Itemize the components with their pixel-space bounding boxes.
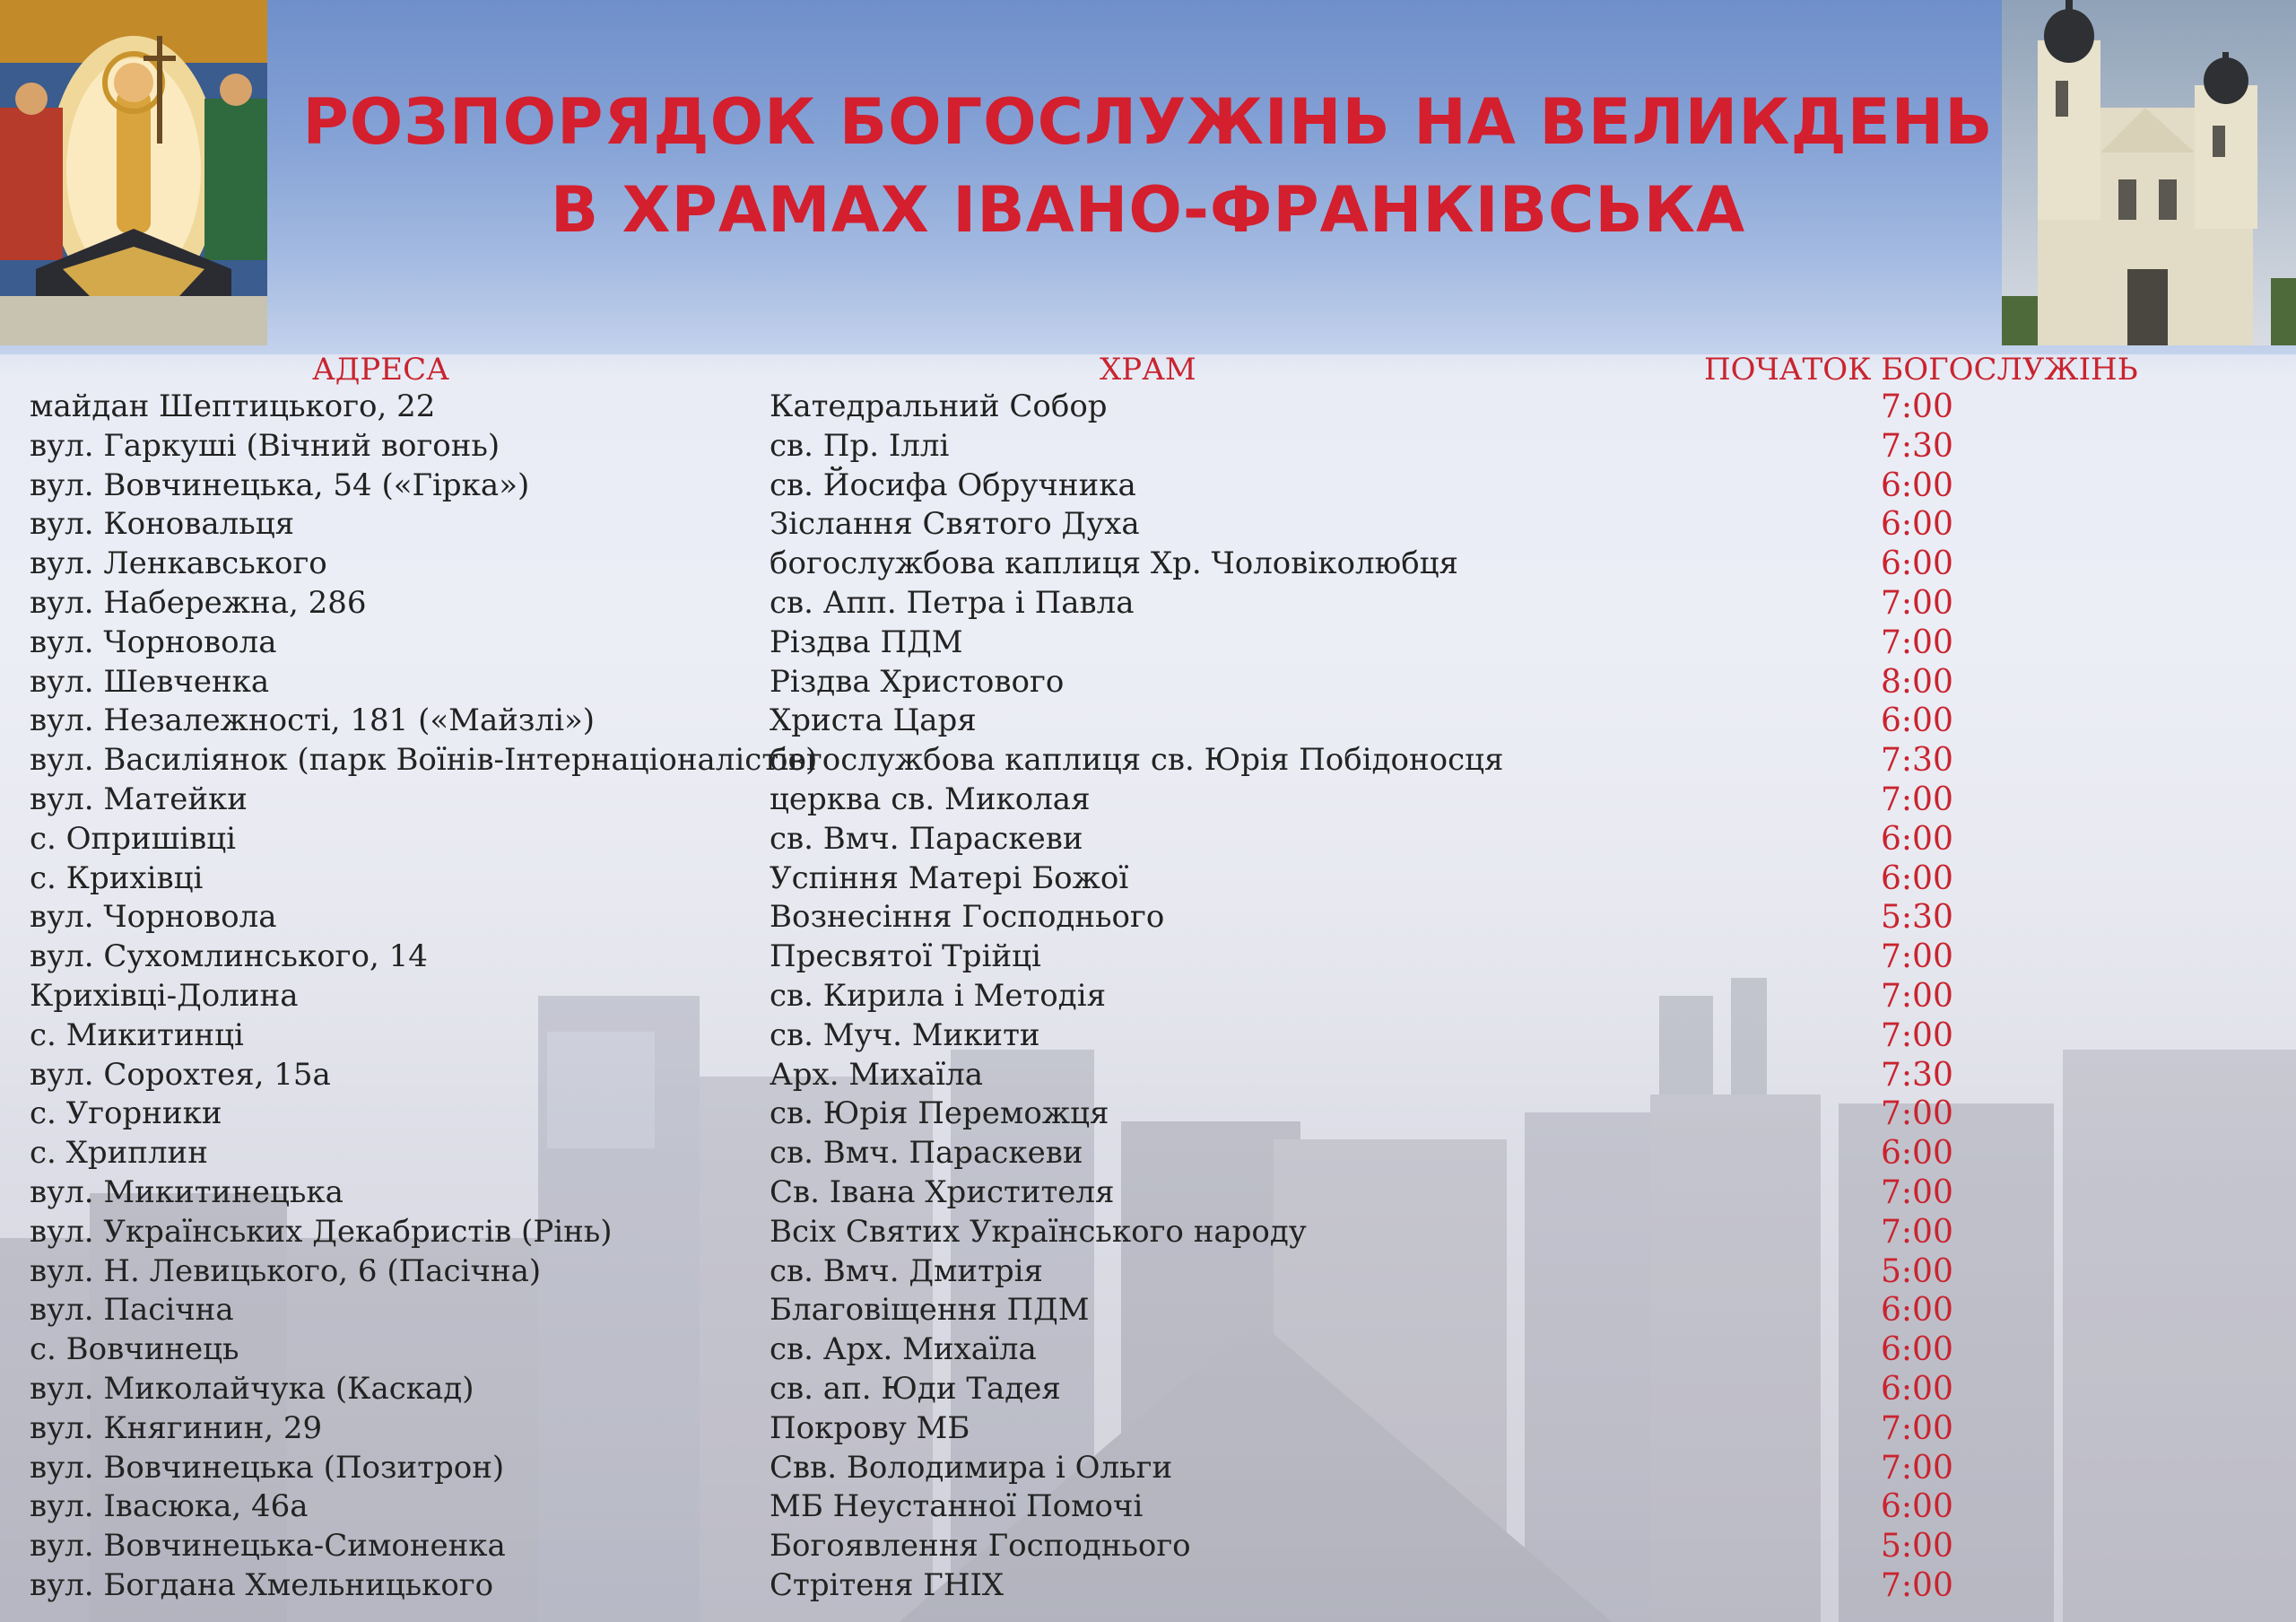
address-cell: вул. Сорохтея, 15а (30, 1056, 331, 1093)
address-cell: Крихівці-Долина (30, 977, 299, 1014)
address-cell: вул. Миколайчука (Каскад) (30, 1370, 474, 1407)
address-cell: вул. Чорновола (30, 899, 277, 936)
time-cell: 7:00 (1881, 624, 1953, 661)
temple-cell: св. Йосифа Обручника (770, 467, 1136, 503)
address-cell: вул. Вовчинецька, 54 («Гірка») (30, 467, 530, 503)
table-row (0, 545, 2296, 584)
table-row (0, 584, 2296, 624)
time-cell: 7:00 (1881, 938, 1953, 976)
time-cell: 6:00 (1881, 702, 1953, 740)
time-cell: 7:00 (1881, 1173, 1953, 1211)
time-cell: 6:00 (1881, 506, 1953, 544)
time-cell: 6:00 (1881, 859, 1953, 897)
temple-cell: Св. Івана Христителя (770, 1173, 1115, 1210)
table-row (0, 1566, 2296, 1606)
address-cell: вул. Вовчинецька (Позитрон) (30, 1449, 505, 1486)
time-cell: 7:00 (1881, 388, 1953, 425)
table-row (0, 859, 2296, 899)
time-cell: 6:00 (1881, 1370, 1953, 1408)
table-row (0, 937, 2296, 977)
address-cell: вул. Матейки (30, 780, 248, 817)
address-cell: с. Крихівці (30, 859, 204, 896)
temple-cell: Благовіщення ПДМ (770, 1292, 1090, 1329)
time-cell: 7:00 (1881, 1449, 1953, 1487)
address-cell: вул. Набережна, 286 (30, 584, 367, 621)
address-cell: вул. Чорновола (30, 624, 277, 660)
address-cell: вул. Українських Декабристів (Рінь) (30, 1213, 613, 1250)
table-row (0, 702, 2296, 741)
time-cell: 7:00 (1881, 780, 1953, 818)
temple-cell: св. Арх. Михаїла (770, 1331, 1037, 1368)
table-row (0, 1213, 2296, 1252)
address-cell: вул. Шевченка (30, 663, 270, 700)
time-cell: 7:00 (1881, 1213, 1953, 1251)
temple-cell: Богоявлення Господнього (770, 1528, 1191, 1565)
temple-cell: Катедральний Собор (770, 388, 1108, 424)
temple-cell: св. Вмч. Дмитрія (770, 1252, 1043, 1289)
time-cell: 7:30 (1881, 742, 1953, 780)
table-row (0, 820, 2296, 859)
table-row (0, 467, 2296, 506)
address-cell: вул. Пасічна (30, 1292, 234, 1329)
temple-cell: св. Юрія Переможця (770, 1095, 1109, 1132)
table-row (0, 1291, 2296, 1330)
page-title-line2: В ХРАМАХ ІВАНО-ФРАНКІВСЬКА (550, 173, 1746, 247)
time-cell: 6:00 (1881, 820, 1953, 858)
temple-cell: Стрітеня ГНІХ (770, 1566, 1004, 1603)
table-row (0, 388, 2296, 427)
time-cell: 6:00 (1881, 467, 1953, 504)
temple-cell: богослужбова каплиця св. Юрія Побідоносця (770, 742, 1504, 779)
time-cell: 7:00 (1881, 977, 1953, 1015)
address-cell: вул. Сухомлинського, 14 (30, 938, 428, 975)
address-cell: вул. Незалежності, 181 («Майзлі») (30, 702, 596, 739)
time-cell: 6:00 (1881, 545, 1953, 583)
table-row (0, 663, 2296, 702)
table-row (0, 1370, 2296, 1409)
table-row (0, 1409, 2296, 1449)
temple-cell: Покрову МБ (770, 1409, 970, 1446)
temple-cell: богослужбова каплиця Хр. Чоловіколюбця (770, 545, 1458, 582)
time-cell: 6:00 (1881, 1135, 1953, 1173)
address-cell: с. Вовчинець (30, 1331, 239, 1368)
time-cell: 6:00 (1881, 1488, 1953, 1526)
temple-cell: Успіння Матері Божої (770, 859, 1129, 896)
time-cell: 8:00 (1881, 663, 1953, 701)
address-cell: вул. Василіянок (парк Воїнів-Інтернаціоналістів) (30, 742, 818, 779)
resurrection-icon (0, 0, 267, 345)
table-row (0, 977, 2296, 1016)
address-cell: майдан Шептицького, 22 (30, 388, 436, 424)
address-cell: вул. Коновальця (30, 506, 295, 543)
time-cell: 5:00 (1881, 1528, 1953, 1565)
temple-cell: Вознесіння Господнього (770, 899, 1165, 936)
address-cell: вул. Вовчинецька-Симоненка (30, 1528, 506, 1565)
time-cell: 5:30 (1881, 899, 1953, 937)
time-cell: 7:30 (1881, 427, 1953, 465)
address-cell: вул. Гаркуші (Вічний вогонь) (30, 427, 500, 464)
temple-cell: Зіслання Святого Духа (770, 506, 1140, 543)
time-cell: 7:30 (1881, 1056, 1953, 1094)
temple-cell: Різдва Христового (770, 663, 1065, 700)
table-row (0, 1252, 2296, 1292)
temple-cell: св. Вмч. Параскеви (770, 820, 1083, 857)
table-row (0, 1449, 2296, 1488)
time-cell: 6:00 (1881, 1331, 1953, 1369)
time-cell: 7:00 (1881, 1409, 1953, 1447)
address-cell: вул. Івасюка, 46а (30, 1488, 309, 1525)
table-row (0, 898, 2296, 937)
temple-cell: Свв. Володимира і Ольги (770, 1449, 1173, 1486)
page-title-line1: РОЗПОРЯДОК БОГОСЛУЖІНЬ НА ВЕЛИКДЕНЬ (302, 85, 1994, 159)
address-cell: вул. Микитинецька (30, 1173, 344, 1210)
temple-cell: Різдва ПДМ (770, 624, 963, 660)
table-row (0, 427, 2296, 467)
address-cell: с. Угорники (30, 1095, 222, 1132)
table-row (0, 1016, 2296, 1056)
table-row (0, 1487, 2296, 1527)
cathedral-photo (2002, 0, 2296, 345)
temple-cell: св. Пр. Іллі (770, 427, 950, 464)
table-row (0, 1527, 2296, 1566)
temple-cell: св. ап. Юди Тадея (770, 1370, 1061, 1407)
table-row (0, 1134, 2296, 1173)
table-row (0, 1330, 2296, 1370)
column-header-temple: ХРАМ (1100, 352, 1196, 388)
temple-cell: Всіх Святих Українського народу (770, 1213, 1307, 1250)
temple-cell: Христа Царя (770, 702, 977, 739)
temple-cell: Арх. Михаїла (770, 1056, 983, 1093)
table-row (0, 505, 2296, 545)
address-cell: с. Хриплин (30, 1135, 208, 1172)
table-row (0, 1094, 2296, 1134)
address-cell: с. Микитинці (30, 1016, 244, 1053)
column-header-address: АДРЕСА (312, 352, 449, 388)
temple-cell: св. Муч. Микити (770, 1016, 1040, 1053)
address-cell: вул. Н. Левицького, 6 (Пасічна) (30, 1252, 542, 1289)
table-row (0, 1173, 2296, 1213)
temple-cell: св. Апп. Петра і Павла (770, 584, 1135, 621)
time-cell: 7:00 (1881, 1095, 1953, 1133)
temple-cell: церква св. Миколая (770, 780, 1091, 817)
table-row (0, 1056, 2296, 1095)
temple-cell: св. Вмч. Параскеви (770, 1135, 1083, 1172)
time-cell: 7:00 (1881, 584, 1953, 622)
address-cell: вул. Княгинин, 29 (30, 1409, 323, 1446)
column-header-start: ПОЧАТОК БОГОСЛУЖІНЬ (1704, 352, 2138, 388)
temple-cell: МБ Неустанної Помочі (770, 1488, 1144, 1525)
schedule-table (0, 388, 2296, 1606)
time-cell: 7:00 (1881, 1566, 1953, 1604)
temple-cell: св. Кирила і Методія (770, 977, 1107, 1014)
table-row (0, 780, 2296, 820)
address-cell: вул. Ленкавського (30, 545, 327, 582)
time-cell: 7:00 (1881, 1016, 1953, 1054)
address-cell: вул. Богдана Хмельницького (30, 1566, 494, 1603)
temple-cell: Пресвятої Трійці (770, 938, 1041, 975)
time-cell: 6:00 (1881, 1292, 1953, 1330)
address-cell: с. Опришівці (30, 820, 236, 857)
time-cell: 5:00 (1881, 1252, 1953, 1290)
table-row (0, 741, 2296, 780)
table-row (0, 624, 2296, 663)
